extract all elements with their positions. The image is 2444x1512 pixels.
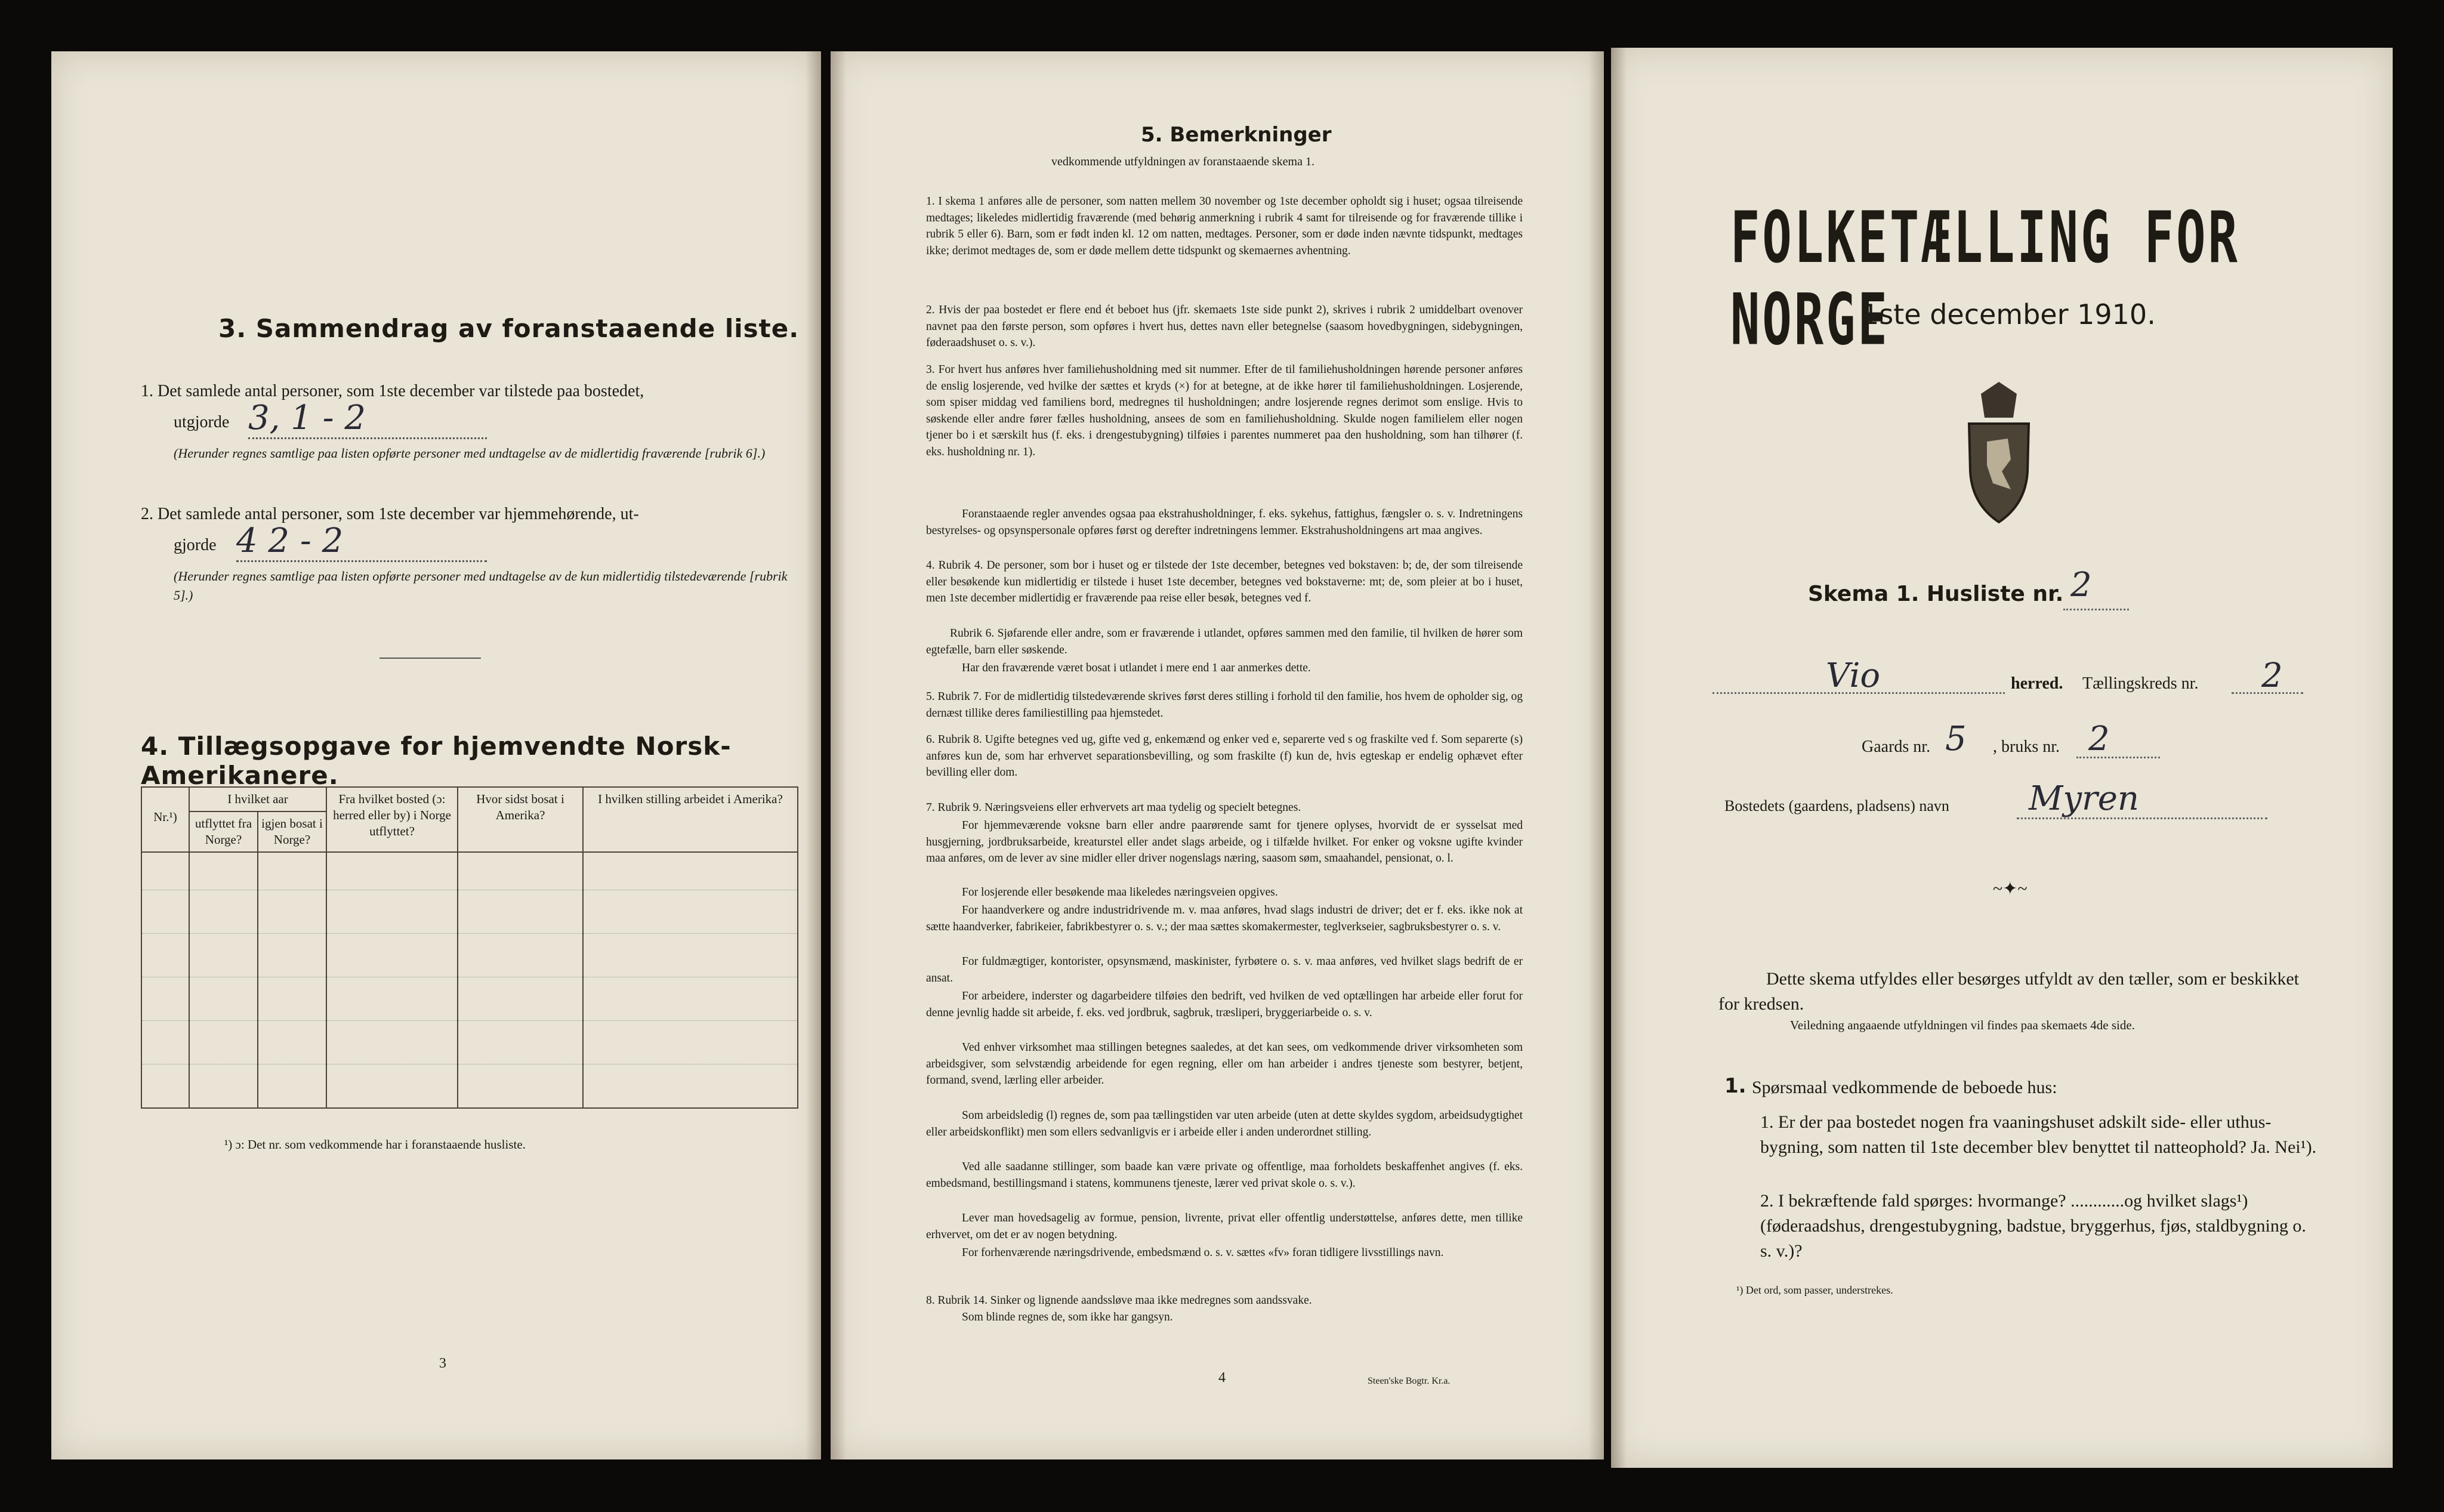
instruction-text: Dette skema utfyldes eller besørges utfyldt av den tæller, som er beskikket for kredsen. <box>1718 969 2300 1014</box>
remark-item: 2. Hvis der paa bostedet er flere end ét beboet hus (jfr. skemaets 1ste side punkt 2), skrives i rubrik 2 umiddelbart ovenover navnet paa den første person, som opføres i hvert hus, dettes navn eller betegnelse (saasom hovedbygningen, sidebygningen, føderaadshuset o. s. v.). <box>926 304 1523 349</box>
fill-line <box>2076 757 2160 758</box>
summary-item-2-note: (Herunder regnes samtlige paa listen opførte personer med undtagelse av de kun midlertidig tilstedeværende [rubrik 5].) <box>174 569 788 603</box>
section-4-title: 4. Tillægsopgave for hjemvendte Norsk-Amerikanere. <box>141 732 732 790</box>
remark-item: For forhenværende næringsdrivende, embedsmænd o. s. v. sættes «fv» foran tidligere livsstillings navn. <box>962 1246 1444 1259</box>
fill-line <box>2063 609 2129 610</box>
census-title: FOLKETÆLLING FOR NORGE <box>1730 197 2240 362</box>
page-gutter <box>1611 48 1627 1468</box>
norwegian-american-table <box>141 786 798 1109</box>
remark-item: 4. Rubrik 4. De personer, som bor i huset og er tilstede der 1ste december, betegnes ved bokstaven: b; de, der som tilreisende eller besøkende kun midlertidig er tilstede i huset 1ste december, betegnes ved bokstaverne: mt; de, som pleier at bo i huset, men 1ste december midlertidig er fraværende paa reise eller besøk, betegnes ved f. <box>926 559 1523 604</box>
remark-item: For haandverkere og andre industridrivende m. v. maa anføres, hvad slags industri de driver; det er f. eks. ikke nok at sætte haandverker, fabrikeier, fabrikbestyrer o. s. v.; der maa sættes skomakermester, teglverkseier, sagbruksbestyrer o. s. v. <box>926 904 1523 933</box>
page-4 <box>831 51 1604 1459</box>
remark-item: Ved enhver virksomhet maa stillingen betegnes saaledes, at det kan sees, om vedkommende driver virksomheten som arbeidsgiver, som selvstændig arbeidende for egen regning, eller om han arbeider i andres tjeneste som bestyrer, betjent, formand, svend, lærling eller arbeider. <box>926 1041 1523 1087</box>
page-gutter <box>1588 51 1604 1459</box>
remarks-title: 5. Bemerkninger <box>1141 123 1332 147</box>
bruks-label: , bruks nr. <box>1993 738 2060 756</box>
census-date: 1ste december 1910. <box>1862 298 2156 331</box>
table-header: Nr.¹) <box>141 787 189 852</box>
krets-value: 2 <box>2261 656 2283 695</box>
remark-item: Som blinde regnes de, som ikke har gangsyn. <box>962 1311 1173 1323</box>
printer-imprint: Steen'ske Bogtr. Kr.a. <box>1368 1376 1451 1386</box>
summary-item-2-prefix: gjorde <box>174 536 217 554</box>
questions-header: Spørsmaal vedkommende de beboede hus: <box>1752 1078 2057 1097</box>
fill-line <box>2232 692 2303 694</box>
summary-item-1-note: (Herunder regnes samtlige paa listen opførte personer med undtagelse av de midlertidig fraværende [rubrik 6].) <box>174 446 766 461</box>
page-number: 3 <box>439 1356 446 1371</box>
questions-number: 1. <box>1724 1074 1746 1098</box>
guide-text: Veiledning angaaende utfyldningen vil findes paa skemaets 4de side. <box>1790 1018 2135 1032</box>
table-header: utflyttet fra Norge? <box>189 811 258 852</box>
bosted-label: Bostedets (gaardens, pladsens) navn <box>1724 797 1949 814</box>
question-1: 1. Er der paa bostedet nogen fra vaaningshuset adskilt side- eller uthus-bygning, som natten til 1ste december blev benyttet til natteophold? Ja. Nei¹). <box>1760 1112 2317 1157</box>
coat-of-arms-icon <box>1951 382 2047 525</box>
remark-item: For hjemmeværende voksne barn eller andre paarørende samt for tjenere oplyses, hvorvidt de er sysselsat med husgjerning, jordbruksarbeide, kreaturstel eller andet slags arbeide, og i tilfælde hvilket. For enker og voksne ugifte kvinder maa anføres, om de lever av sine midler eller driver nogenslags næring, saasom søm, smaahandel, pensionat, o. l. <box>926 819 1523 865</box>
summary-item-1: 1. Det samlede antal personer, som 1ste december var tilstede paa bostedet, <box>141 382 644 400</box>
table-footnote: ¹) ɔ: Det nr. som vedkommende har i foranstaaende husliste. <box>224 1137 526 1152</box>
remark-item: Lever man hovedsagelig av formue, pension, livrente, privat eller offentlig understøttelse, anføres dette, men tillike erhvervet, om det er av nogen betydning. <box>926 1212 1523 1241</box>
fill-line <box>2017 817 2267 819</box>
remark-item: 5. Rubrik 7. For de midlertidig tilstedeværende skrives først deres stilling i forhold til den familie, hos hvem de opholder sig, og dernæst tillike deres familiestilling paa hjemstedet. <box>926 690 1523 720</box>
ornament-icon: ~✦~ <box>1993 879 2028 899</box>
page-gutter <box>831 51 846 1459</box>
table-row <box>141 934 798 977</box>
table-header: igjen bosat i Norge? <box>258 811 326 852</box>
question-2: 2. I bekræftende fald spørges: hvormange? ............og hvilket slags¹) (føderaadshus, drengestubygning, badstue, bryggerhus, fjøs, staldbygning o. s. v.)? <box>1760 1191 2306 1261</box>
remark-item: For losjerende eller besøkende maa likeledes næringsveien opgives. <box>962 886 1278 899</box>
page-1-cover <box>1611 48 2393 1468</box>
page-number: 4 <box>1218 1370 1226 1386</box>
summary-item-1-prefix: utgjorde <box>174 413 230 431</box>
table-header: Fra hvilket bosted (ɔ: herred eller by) i Norge utflyttet? <box>326 787 458 852</box>
krets-label: Tællingskreds nr. <box>2082 674 2199 693</box>
summary-item-1-value: 3, 1 - 2 <box>248 399 487 439</box>
herred-label: herred. <box>2011 674 2063 693</box>
remark-item: Foranstaaende regler anvendes ogsaa paa ekstrahusholdninger, f. eks. sykehus, fattighus, fængsler o. s. v. Indretningens bestyrelses- og opsynspersonale opføres først og derefter indretningens lemmer. Ekstrahusholdningens art maa angives. <box>926 508 1523 537</box>
summary-item-2: 2. Det samlede antal personer, som 1ste december var hjemmehørende, ut- <box>141 505 639 523</box>
table-header-group: I hvilket aar <box>189 787 326 811</box>
table-row <box>141 890 798 934</box>
page-3 <box>51 51 821 1459</box>
remark-item: 3. For hvert hus anføres hver familiehusholdning med sit nummer. Efter de til familiehusholdningen hørende personer anføres de enslig losjerende, ved hvilke der sættes et kryds (×) for at betegne, at de ikke hører til familiehusholdningen. Losjerende, som spiser middag ved familiens bord, medregnes til husholdningen; andre losjerende regnes derimot som enslige. Hvis to søskende eller andre fører fælles husholdning, ansees de som en familiehusholdning. Skulde nogen familielem eller nogen tjener bo i et særskilt hus (f. eks. i drengestubygning) tilføies i parentes nummeret paa den husholdning, som han tilhører (f. eks. husholdning nr. 1). <box>926 363 1523 458</box>
remarks-subtitle: vedkommende utfyldningen av foranstaaende skema 1. <box>1051 155 1314 168</box>
table-row <box>141 1021 798 1064</box>
remark-item: Rubrik 6. Sjøfarende eller andre, som er fraværende i utlandet, opføres sammen med den familie, til hvilken de hører som egtefælle, barn eller søskende. <box>926 627 1523 656</box>
section-3-title: 3. Sammendrag av foranstaaende liste. <box>218 314 800 343</box>
remark-item: For fuldmægtiger, kontorister, opsynsmænd, maskinister, fyrbøtere o. s. v. maa anføres, ved hvilket slags bedrift de er ansat. <box>926 955 1523 985</box>
remark-item: Som arbeidsledig (l) regnes de, som paa tællingstiden var uten arbeide (uten at dette skyldes sygdom, arbeidsudygtighet eller arbeidskonflikt) men som ellers sedvanligvis er i arbeide eller i anden underordnet stilling. <box>926 1109 1523 1138</box>
table-row <box>141 852 798 890</box>
summary-item-2-value: 4 2 - 2 <box>236 522 487 562</box>
remark-item: 6. Rubrik 8. Ugifte betegnes ved ug, gifte ved g, enkemænd og enker ved e, separerte ved s og fraskilte ved f. Som separerte (s) anføres kun de, som har erhvervet separationsbevilling, og som fraskilte (f) kun de, hvis egteskap er endelig ophævet efter bevilling eller dom. <box>926 733 1523 779</box>
herred-value: Vio <box>1826 656 1881 695</box>
bruks-value: 2 <box>2088 720 2110 758</box>
schema-value: 2 <box>2070 566 2092 604</box>
remark-item: For arbeidere, inderster og dagarbeidere tilføies den bedrift, ved hvilken de ved optællingen har arbeide eller forut for denne jevnlig hadde sit arbeide, f. eks. ved jordbruk, sagbruk, træsliperi, bryggeriarbeide o. s. v. <box>926 990 1523 1019</box>
divider <box>379 658 481 659</box>
remark-item: Har den fraværende været bosat i utlandet i mere end 1 aar anmerkes dette. <box>962 662 1311 674</box>
remark-item: 7. Rubrik 9. Næringsveiens eller erhvervets art maa tydelig og specielt betegnes. <box>926 801 1301 814</box>
gaards-value: 5 <box>1945 720 1967 758</box>
table-header: Hvor sidst bosat i Amerika? <box>458 787 583 852</box>
cover-footnote: ¹) Det ord, som passer, understrekes. <box>1736 1284 1893 1296</box>
gaards-label: Gaards nr. <box>1862 738 1931 756</box>
remark-item: Ved alle saadanne stillinger, som baade kan være private og offentlige, maa forholdets beskaffenhet angives (f. eks. embedsmand, bestillingsmand i statens, kommunens tjeneste, lærer ved privat skole o. s. v.). <box>926 1161 1523 1190</box>
table-row <box>141 977 798 1021</box>
remark-item: 8. Rubrik 14. Sinker og lignende aandssløve maa ikke medregnes som aandssvake. <box>926 1294 1312 1307</box>
bosted-value: Myren <box>2029 779 2139 818</box>
schema-label: Skema 1. Husliste nr. <box>1808 582 2064 606</box>
table-row <box>141 1064 798 1109</box>
table-header: I hvilken stilling arbeidet i Amerika? <box>583 787 798 852</box>
remark-item: 1. I skema 1 anføres alle de personer, som natten mellem 30 november og 1ste december opholdt sig i huset; ogsaa tilreisende medtages; likeledes midlertidig fraværende (med behørig anmerkning i rubrik 4 samt for tilreisende og for fraværende tillike i rubrik 5 eller 6). Barn, som er født inden kl. 12 om natten, medtages. Personer, som er døde inden nævnte tidspunkt, medtages ikke; derimot medtages de, som er døde mellem dette tidspunkt og skemaernes avhentning. <box>926 195 1523 257</box>
